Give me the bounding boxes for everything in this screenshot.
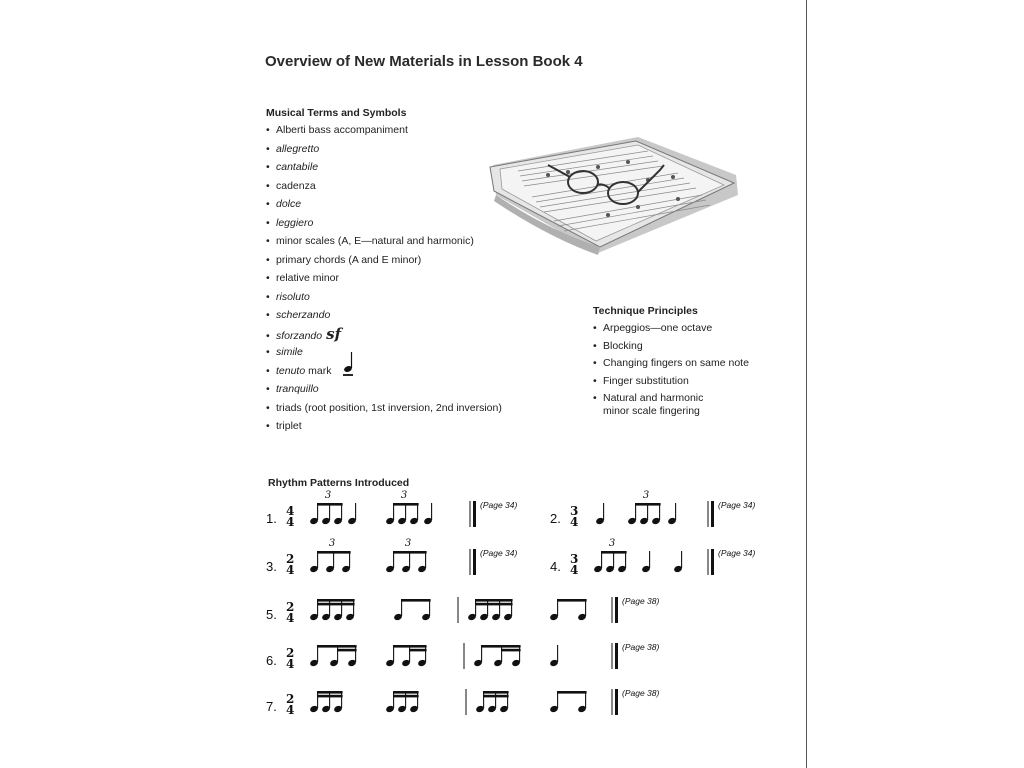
term-text: leggiero bbox=[276, 216, 314, 229]
term-item: • primary chords (A and E minor) bbox=[266, 253, 422, 266]
beam bbox=[557, 691, 587, 694]
sforzando-symbol: sf bbox=[326, 324, 342, 343]
beam bbox=[601, 551, 627, 554]
final-barline-thick bbox=[473, 549, 476, 575]
term-text: dolce bbox=[276, 198, 302, 210]
time-signature-top: 2 bbox=[286, 646, 295, 660]
pattern-number: 3. bbox=[266, 559, 277, 574]
term-text: allegretto bbox=[276, 142, 320, 155]
page-reference: (Page 38) bbox=[622, 642, 660, 652]
page-reference: (Page 34) bbox=[480, 500, 518, 510]
term-item: • sforzando sf bbox=[266, 324, 342, 343]
beam bbox=[483, 695, 509, 698]
term-text: triplet bbox=[276, 420, 302, 432]
term-text: simile bbox=[276, 346, 303, 358]
beam bbox=[317, 695, 343, 698]
time-signature-bottom: 4 bbox=[570, 515, 579, 529]
term-text: relative minor bbox=[276, 272, 340, 284]
time-signature-bottom: 4 bbox=[570, 563, 579, 577]
pattern-number: 4. bbox=[550, 559, 561, 574]
term-text: cantabile bbox=[276, 161, 319, 173]
term-suffix: mark bbox=[305, 364, 332, 377]
time-signature-top: 2 bbox=[286, 692, 295, 706]
term-item: • triplet bbox=[266, 420, 302, 432]
term-text: Alberti bass accompaniment bbox=[276, 124, 408, 136]
musical-terms-heading: Musical Terms and Symbols bbox=[266, 107, 407, 119]
term-item: • triads (root position, 1st inversion, 2nd inversion) bbox=[266, 401, 502, 414]
term-item: • cadenza bbox=[266, 179, 316, 192]
beam bbox=[557, 599, 587, 602]
page-edge bbox=[806, 0, 807, 768]
term-item: • relative minor bbox=[266, 272, 340, 284]
pattern-number: 2. bbox=[550, 511, 561, 526]
term-item: • cantabile bbox=[266, 161, 319, 173]
sheet-music-with-glasses-illustration bbox=[488, 135, 743, 260]
term-text: triads (root position, 1st inversion, 2nd inversion) bbox=[276, 401, 502, 414]
technique-heading: Technique Principles bbox=[593, 305, 698, 317]
time-signature-top: 4 bbox=[286, 504, 295, 518]
term-item: • scherzando bbox=[266, 309, 331, 321]
page-reference: (Page 38) bbox=[622, 688, 660, 698]
final-barline-thick bbox=[711, 501, 714, 527]
pattern-number: 5. bbox=[266, 607, 277, 622]
term-text: scherzando bbox=[276, 309, 331, 321]
term-text: tranquillo bbox=[276, 383, 319, 395]
term-item: • leggiero bbox=[266, 216, 314, 229]
technique-item: • Changing fingers on same note bbox=[593, 357, 749, 369]
time-signature-top: 3 bbox=[570, 504, 579, 518]
term-text: cadenza bbox=[276, 179, 316, 192]
beam bbox=[317, 551, 351, 554]
page-reference: (Page 34) bbox=[718, 548, 756, 558]
final-barline-thick bbox=[473, 501, 476, 527]
musical-terms-list bbox=[266, 123, 502, 438]
term-item: • simile bbox=[266, 346, 303, 358]
triplet-number: 3 bbox=[324, 490, 332, 501]
triplet-number: 3 bbox=[328, 538, 336, 549]
term-item: • tenuto mark bbox=[266, 364, 502, 383]
beam bbox=[475, 599, 513, 602]
page-title: Overview of New Materials in Lesson Book 4 bbox=[265, 53, 583, 70]
beam bbox=[401, 599, 431, 602]
term-text: risoluto bbox=[276, 290, 310, 303]
pattern-number: 1. bbox=[266, 511, 277, 526]
page-reference: (Page 38) bbox=[622, 596, 660, 606]
rhythm-heading: Rhythm Patterns Introduced bbox=[268, 477, 410, 489]
time-signature-bottom: 4 bbox=[286, 611, 295, 625]
technique-item: • Arpeggios—one octave bbox=[593, 322, 713, 334]
term-text: tenuto bbox=[276, 364, 306, 377]
beam bbox=[317, 599, 355, 602]
beam bbox=[317, 503, 343, 506]
beam bbox=[317, 691, 343, 694]
pattern-number: 6. bbox=[266, 653, 277, 668]
time-signature-top: 3 bbox=[570, 552, 579, 566]
pattern-number: 7. bbox=[266, 699, 277, 714]
time-signature-top: 2 bbox=[286, 552, 295, 566]
triplet-number: 3 bbox=[404, 538, 412, 549]
term-item: • dolce bbox=[266, 198, 302, 210]
technique-list bbox=[593, 322, 749, 423]
term-item: • allegretto bbox=[266, 142, 320, 155]
page-reference: (Page 34) bbox=[718, 500, 756, 510]
term-item: • risoluto bbox=[266, 290, 310, 303]
technique-item: • Finger substitution bbox=[593, 374, 689, 387]
term-text: primary chords (A and E minor) bbox=[276, 253, 422, 266]
term-text: sforzando bbox=[276, 329, 323, 342]
beam bbox=[393, 695, 419, 698]
term-item: • tranquillo bbox=[266, 383, 319, 395]
triplet-number: 3 bbox=[608, 538, 616, 549]
time-signature-bottom: 4 bbox=[286, 703, 295, 717]
beam bbox=[393, 551, 427, 554]
time-signature-bottom: 4 bbox=[286, 657, 295, 671]
time-signature-bottom: 4 bbox=[286, 563, 295, 577]
beam bbox=[409, 649, 427, 652]
final-barline-thick bbox=[615, 689, 618, 715]
final-barline-thick bbox=[711, 549, 714, 575]
technique-item: • Natural and harmonic minor scale fingering bbox=[593, 392, 704, 417]
beam bbox=[483, 691, 509, 694]
beam bbox=[635, 503, 661, 506]
triplet-number: 3 bbox=[642, 490, 650, 501]
beam bbox=[475, 603, 513, 606]
beam bbox=[501, 649, 521, 652]
rhythm-patterns bbox=[262, 485, 782, 725]
term-item: • Alberti bass accompaniment bbox=[266, 124, 408, 136]
time-signature-bottom: 4 bbox=[286, 515, 295, 529]
beam bbox=[317, 603, 355, 606]
beam bbox=[393, 691, 419, 694]
beam bbox=[393, 503, 419, 506]
final-barline-thick bbox=[615, 643, 618, 669]
beam bbox=[393, 645, 427, 648]
page-reference: (Page 34) bbox=[480, 548, 518, 558]
beam bbox=[317, 645, 357, 648]
tenuto-note-icon bbox=[342, 350, 358, 378]
time-signature-top: 2 bbox=[286, 600, 295, 614]
beam bbox=[481, 645, 521, 648]
beam bbox=[337, 649, 357, 652]
technique-item: • Blocking bbox=[593, 339, 643, 352]
triplet-number: 3 bbox=[400, 490, 408, 501]
final-barline-thick bbox=[615, 597, 618, 623]
term-item: • minor scales (A, E—natural and harmonic) bbox=[266, 235, 474, 247]
term-text: minor scales (A, E—natural and harmonic) bbox=[276, 235, 474, 247]
